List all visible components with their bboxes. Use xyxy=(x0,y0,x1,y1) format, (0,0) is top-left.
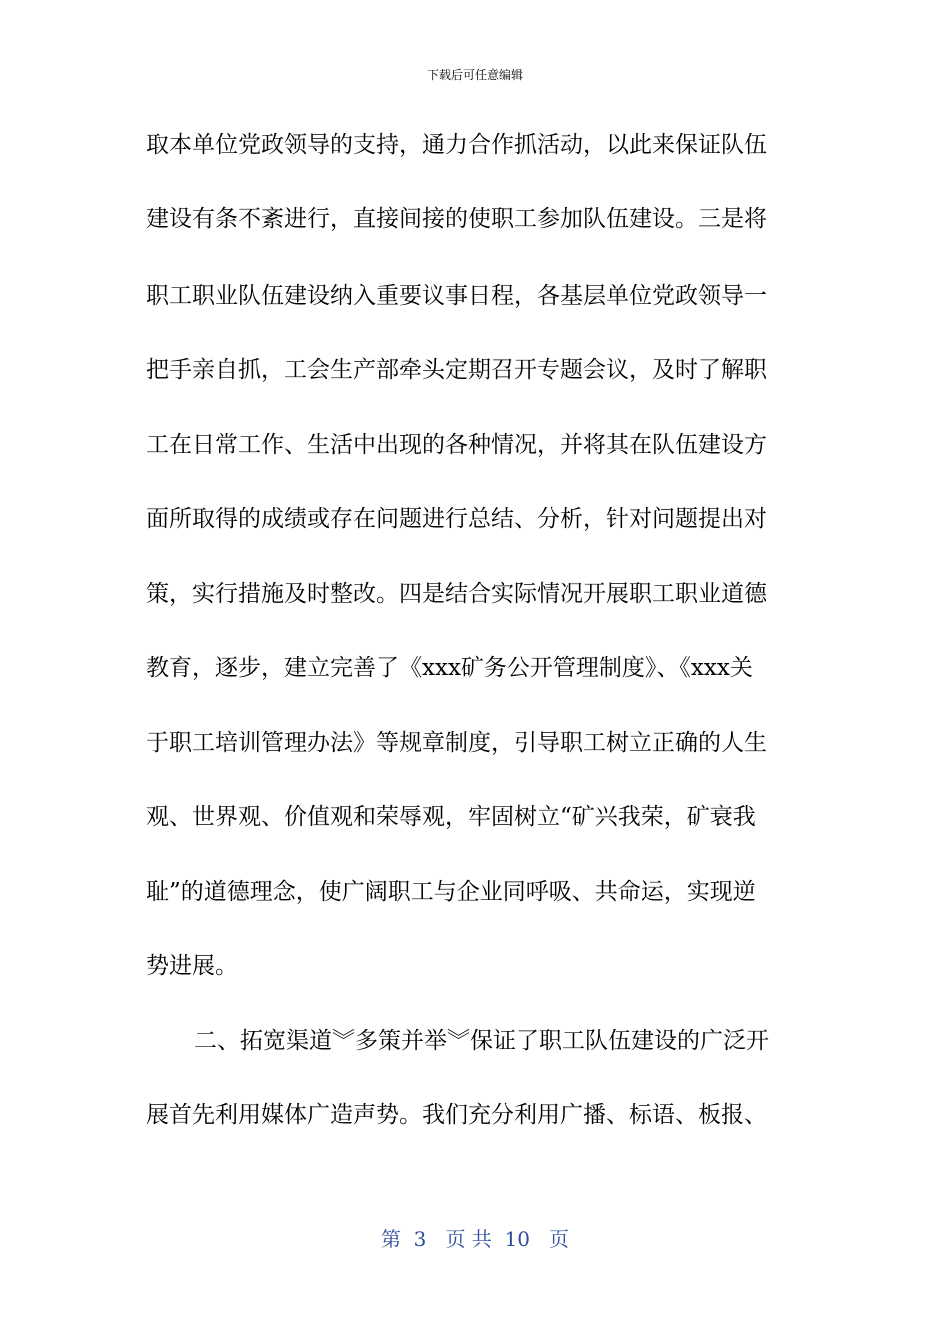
body-line-8: 教育，逐步，建立完善了《xxx矿务公开管理制度》、《xxx关 xyxy=(146,655,753,681)
body-line-14: 展首先利用媒体广造声势。我们充分利用广播、标语、板报、 xyxy=(146,1102,767,1128)
body-line-12: 势进展。 xyxy=(146,953,238,979)
body-line-3: 职工职业队伍建设纳入重要议事日程，各基层单位党政领导一 xyxy=(146,283,767,309)
body-line-5: 工在日常工作、生活中出现的各种情况，并将其在队伍建设方 xyxy=(146,432,767,458)
body-line-6: 面所取得的成绩或存在问题进行总结、分析，针对问题提出对 xyxy=(146,506,767,532)
body-line-9: 于职工培训管理办法》等规章制度，引导职工树立正确的人生 xyxy=(146,730,767,756)
page-footer xyxy=(0,1227,950,1251)
body-line-2: 建设有条不紊进行，直接间接的使职工参加队伍建设。三是将 xyxy=(146,206,767,232)
page-number-text: 第 3 页 共 10 页 xyxy=(380,1227,570,1251)
body-line-7: 策，实行措施及时整改。四是结合实际情况开展职工职业道德 xyxy=(146,581,767,607)
page-header: 下载后可任意编辑 xyxy=(426,68,523,82)
body-line-13: 二、拓宽渠道︾多策并举︾保证了职工队伍建设的广泛开 xyxy=(194,1028,769,1054)
body-line-11: 耻”的道德理念，使广阔职工与企业同呼吸、共命运，实现逆 xyxy=(146,879,756,905)
body-line-10: 观、世界观、价值观和荣辱观，牢固树立“矿兴我荣，矿衰我 xyxy=(146,804,756,830)
body-line-4: 把手亲自抓，工会生产部牵头定期召开专题会议，及时了解职 xyxy=(146,357,767,383)
body-line-1: 取本单位党政领导的支持，通力合作抓活动，以此来保证队伍 xyxy=(146,132,767,158)
